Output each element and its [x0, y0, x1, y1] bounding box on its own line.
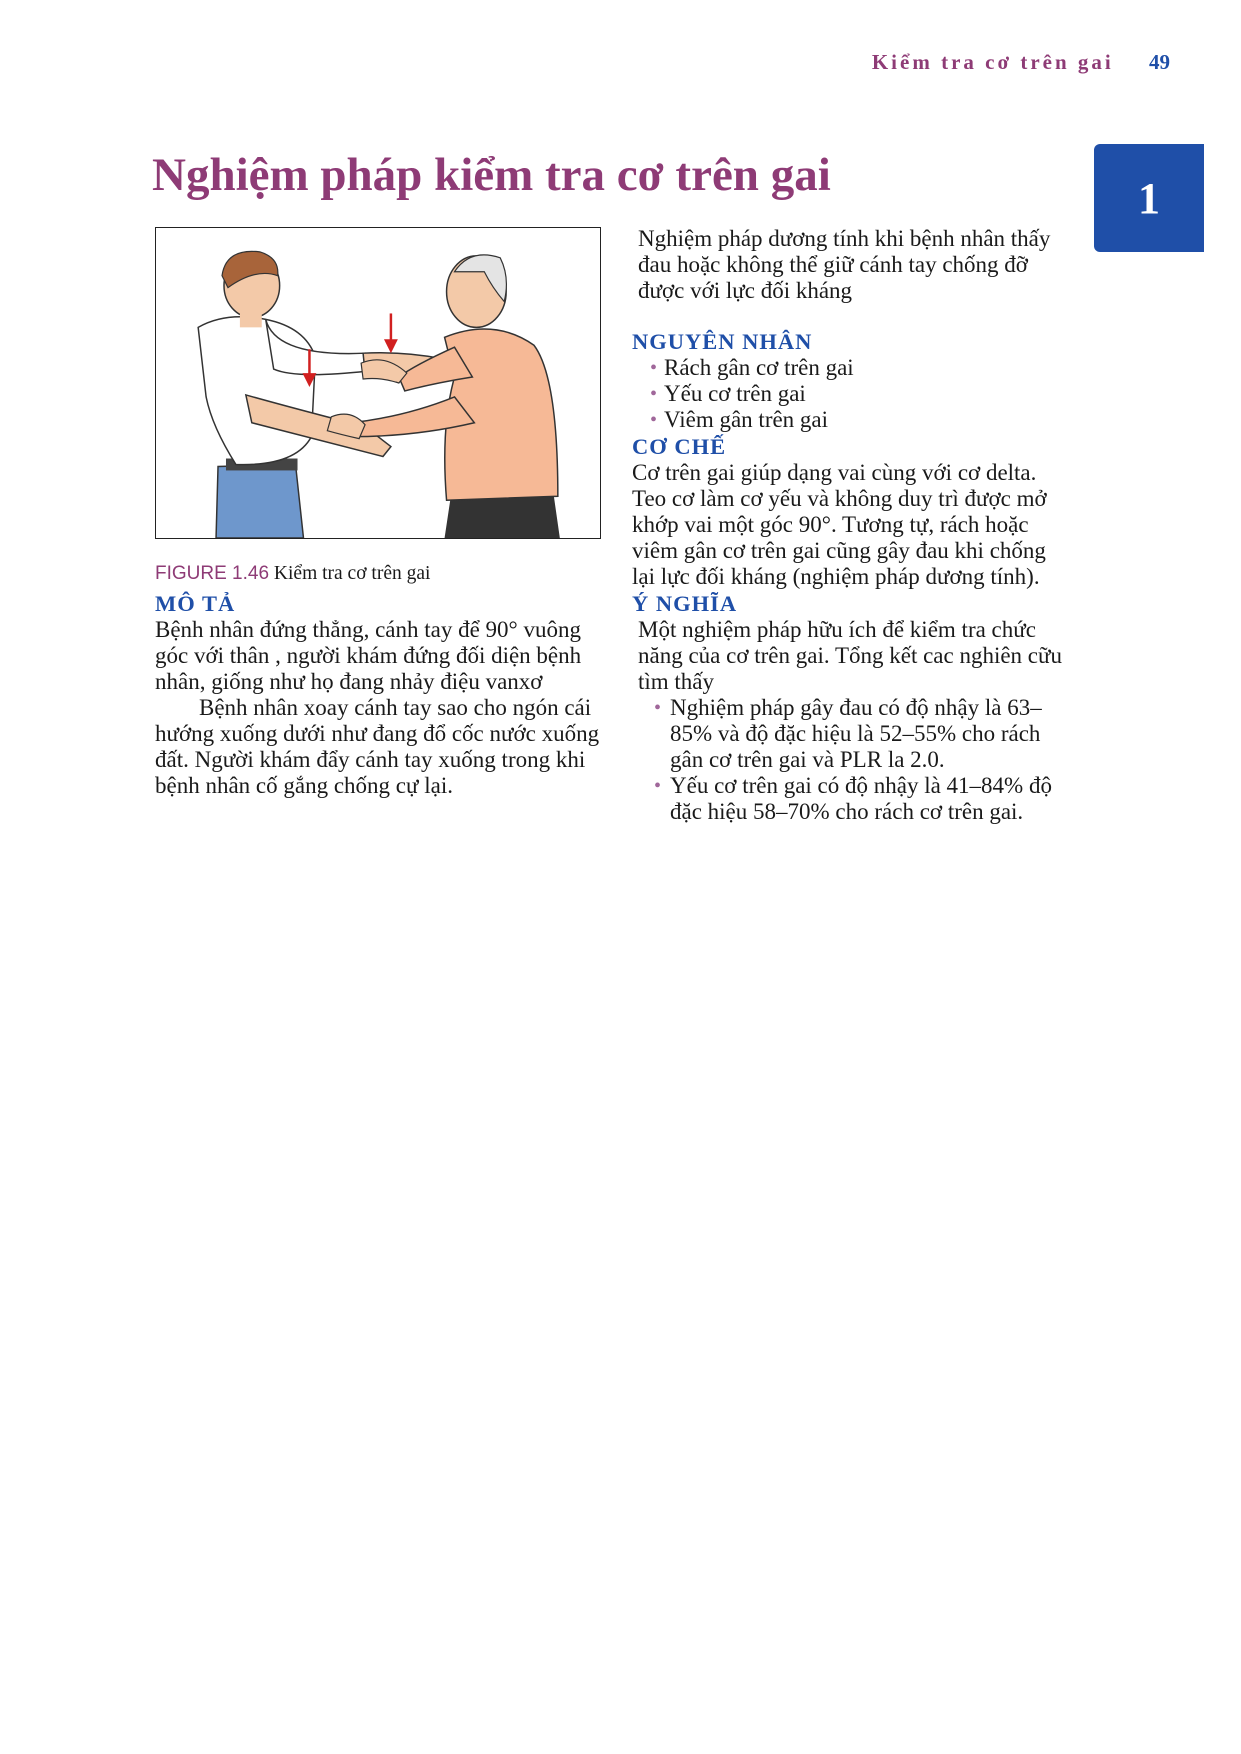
heading-mo-ta: MÔ TẢ	[155, 591, 236, 616]
nguyen-nhan-list	[632, 355, 1072, 433]
mo-ta-paragraph-1: Bệnh nhân đứng thẳng, cánh tay để 90° vuông góc với thân , người khám đứng đối diện bệnh nhân, giống như họ đang nhảy điệu vanxơ	[155, 617, 582, 694]
mo-ta-paragraph-2: Bệnh nhân xoay cánh tay sao cho ngón cái hướng xuống dưới như đang đổ cốc nước xuống đất. Người khám đẩy cánh tay xuống trong khi bệnh nhân cố gắng chống cự lại.	[155, 695, 600, 798]
figure-caption-text: Kiểm tra cơ trên gai	[273, 563, 431, 584]
running-head-title: Kiểm tra cơ trên gai	[871, 50, 1114, 74]
list-item: • Nghiệm pháp gây đau có độ nhậy là 63–85% và độ đặc hiệu là 52–55% cho rách gân cơ trên gai và PLR la 2.0.	[632, 695, 1072, 773]
intro-paragraph: Nghiệm pháp dương tính khi bệnh nhân thấy đau hoặc không thể giữ cánh tay chống đỡ được với lực đối kháng	[638, 226, 1051, 303]
chapter-tab: 1	[1094, 144, 1204, 252]
list-item: • Yếu cơ trên gai	[632, 381, 1072, 407]
heading-y-nghia: Ý NGHĨA	[632, 591, 738, 616]
y-nghia-paragraph: Một nghiệm pháp hữu ích để kiểm tra chức năng của cơ trên gai. Tổng kết cac nghiên cữu tìm thấy	[638, 617, 1062, 694]
figure-caption	[155, 563, 430, 585]
heading-co-che: CƠ CHẾ	[632, 434, 727, 459]
list-item: • Viêm gân trên gai	[632, 407, 1072, 433]
co-che-paragraph: Cơ trên gai giúp dạng vai cùng với cơ delta. Teo cơ làm cơ yếu và không duy trì được mở khớp vai một góc 90°. Tương tự, rách hoặc viêm gân cơ trên gai cũng gây đau khi chống lại lực đối kháng (nghiệm pháp dương tính).	[632, 460, 1047, 589]
examiner-patient-illustration	[156, 228, 600, 538]
running-head	[800, 50, 1170, 75]
heading-nguyen-nhan: NGUYÊN NHÂN	[632, 329, 813, 354]
right-column	[632, 226, 1072, 825]
figure-illustration	[155, 227, 601, 539]
page-title: Nghiệm pháp kiểm tra cơ trên gai	[152, 149, 831, 201]
y-nghia-list	[632, 695, 1072, 825]
figure-label: FIGURE 1.46	[155, 563, 270, 584]
page-number: 49	[1149, 50, 1170, 74]
list-item: • Rách gân cơ trên gai	[632, 355, 1072, 381]
left-column	[155, 590, 615, 799]
list-item: • Yếu cơ trên gai có độ nhậy là 41–84% độ đặc hiệu 58–70% cho rách cơ trên gai.	[632, 773, 1072, 825]
